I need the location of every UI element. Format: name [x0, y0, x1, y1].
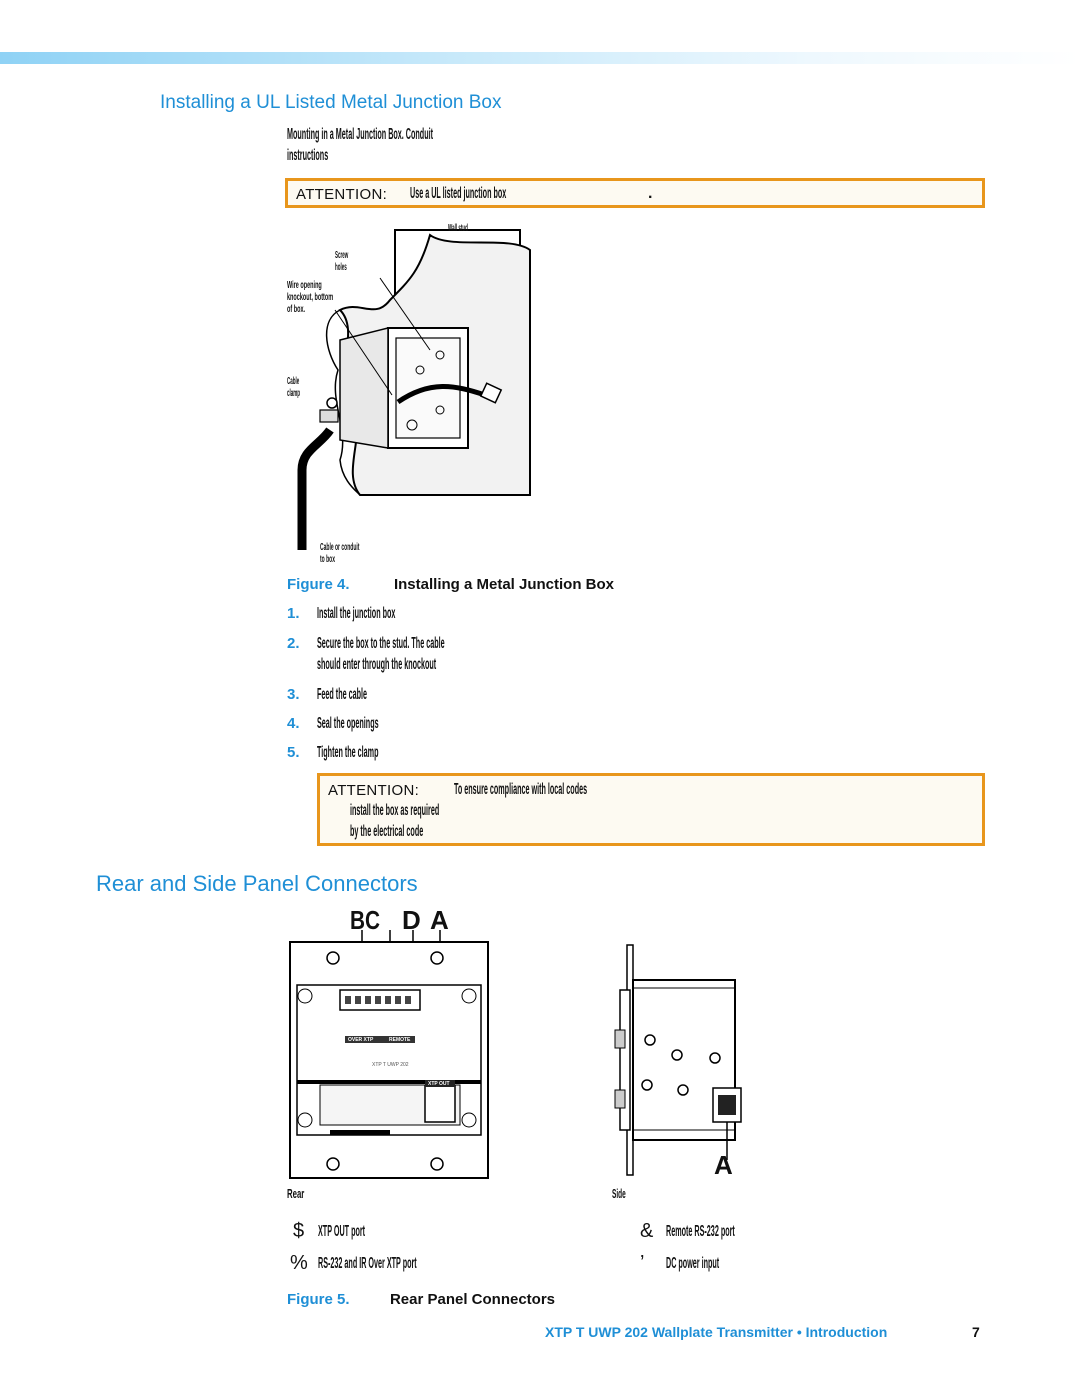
- side-panel-illustration: [605, 940, 750, 1180]
- figure5-number: Figure 5.: [287, 1291, 350, 1308]
- attention-box-1: [285, 178, 985, 208]
- figure5-title: Rear Panel Connectors: [389, 1291, 556, 1308]
- step-2-line-2: should enter through the knockout: [317, 656, 437, 673]
- rear-panel-illustration: [285, 930, 495, 1185]
- callout-d: D: [402, 905, 421, 935]
- label-knockout: Wire opening knockout, bottom of box.: [287, 280, 334, 315]
- callout-a: A: [430, 905, 449, 935]
- attention-box-2: [317, 773, 985, 846]
- side-callout-a: A: [714, 1150, 733, 1180]
- label-over-xtp: OVER XTP: [348, 1037, 374, 1043]
- label-screw-holes: Screw holes: [335, 250, 349, 273]
- step-3: 3. Feed the cable: [287, 686, 368, 703]
- legend-sym-3: &: [640, 1220, 654, 1242]
- label-rear: Rear: [287, 1186, 305, 1201]
- legend-sym-4: ’: [640, 1252, 645, 1274]
- step-1: 1. Install the junction box: [287, 605, 396, 622]
- label-wall-stud: Wall stud: [448, 223, 468, 232]
- legend-sym-1: $: [293, 1220, 305, 1242]
- legend-text-3: Remote RS-232 port: [666, 1223, 735, 1240]
- header-gradient-bar: [0, 52, 1080, 64]
- figure4-number: Figure 4.: [287, 576, 350, 593]
- section-title-rear: Rear and Side Panel Connectors: [96, 871, 418, 896]
- attention2-line-1: To ensure compliance with local codes: [454, 781, 588, 798]
- attention2-label: ATTENTION:: [328, 782, 420, 799]
- attention-period: .: [648, 185, 653, 202]
- step-5: 5. Tighten the clamp: [287, 744, 379, 761]
- attention2-line-2: install the box as required: [350, 802, 440, 819]
- intro-line-1: Mounting in a Metal Junction Box. Conduit: [287, 126, 433, 143]
- label-cable-clamp: Cable clamp: [287, 376, 301, 399]
- attention-text: Use a UL listed junction box: [410, 185, 507, 202]
- step-4: 4. Seal the openings: [287, 715, 379, 732]
- label-remote: REMOTE: [389, 1037, 411, 1043]
- callout-bc: BC: [350, 905, 381, 935]
- label-side: Side: [612, 1186, 626, 1201]
- figure5-caption: [287, 1291, 555, 1309]
- step-2: 2. Secure the box to the stud. The cable: [287, 635, 445, 652]
- figure4-title: Installing a Metal Junction Box: [393, 576, 614, 593]
- legend-sym-2: %: [290, 1252, 308, 1274]
- label-xtp-out: XTP OUT: [428, 1081, 450, 1087]
- section-title-install: Installing a UL Listed Metal Junction Box: [160, 92, 502, 113]
- footer-text: XTP T UWP 202 Wallplate Transmitter • Introduction: [545, 1324, 888, 1340]
- attention2-line-3: by the electrical code: [350, 823, 424, 840]
- legend-text-2: RS-232 and IR Over XTP port: [318, 1255, 417, 1272]
- intro-line-2: instructions: [287, 147, 329, 164]
- attention-label: ATTENTION:: [296, 186, 388, 203]
- figure4-caption: [287, 576, 614, 594]
- label-model: XTP T UWP 202: [372, 1062, 409, 1068]
- page-number: 7: [972, 1324, 980, 1340]
- label-conduit: Cable or conduit to box: [320, 542, 360, 565]
- legend-text-1: XTP OUT port: [318, 1223, 366, 1240]
- legend-text-4: DC power input: [666, 1255, 720, 1272]
